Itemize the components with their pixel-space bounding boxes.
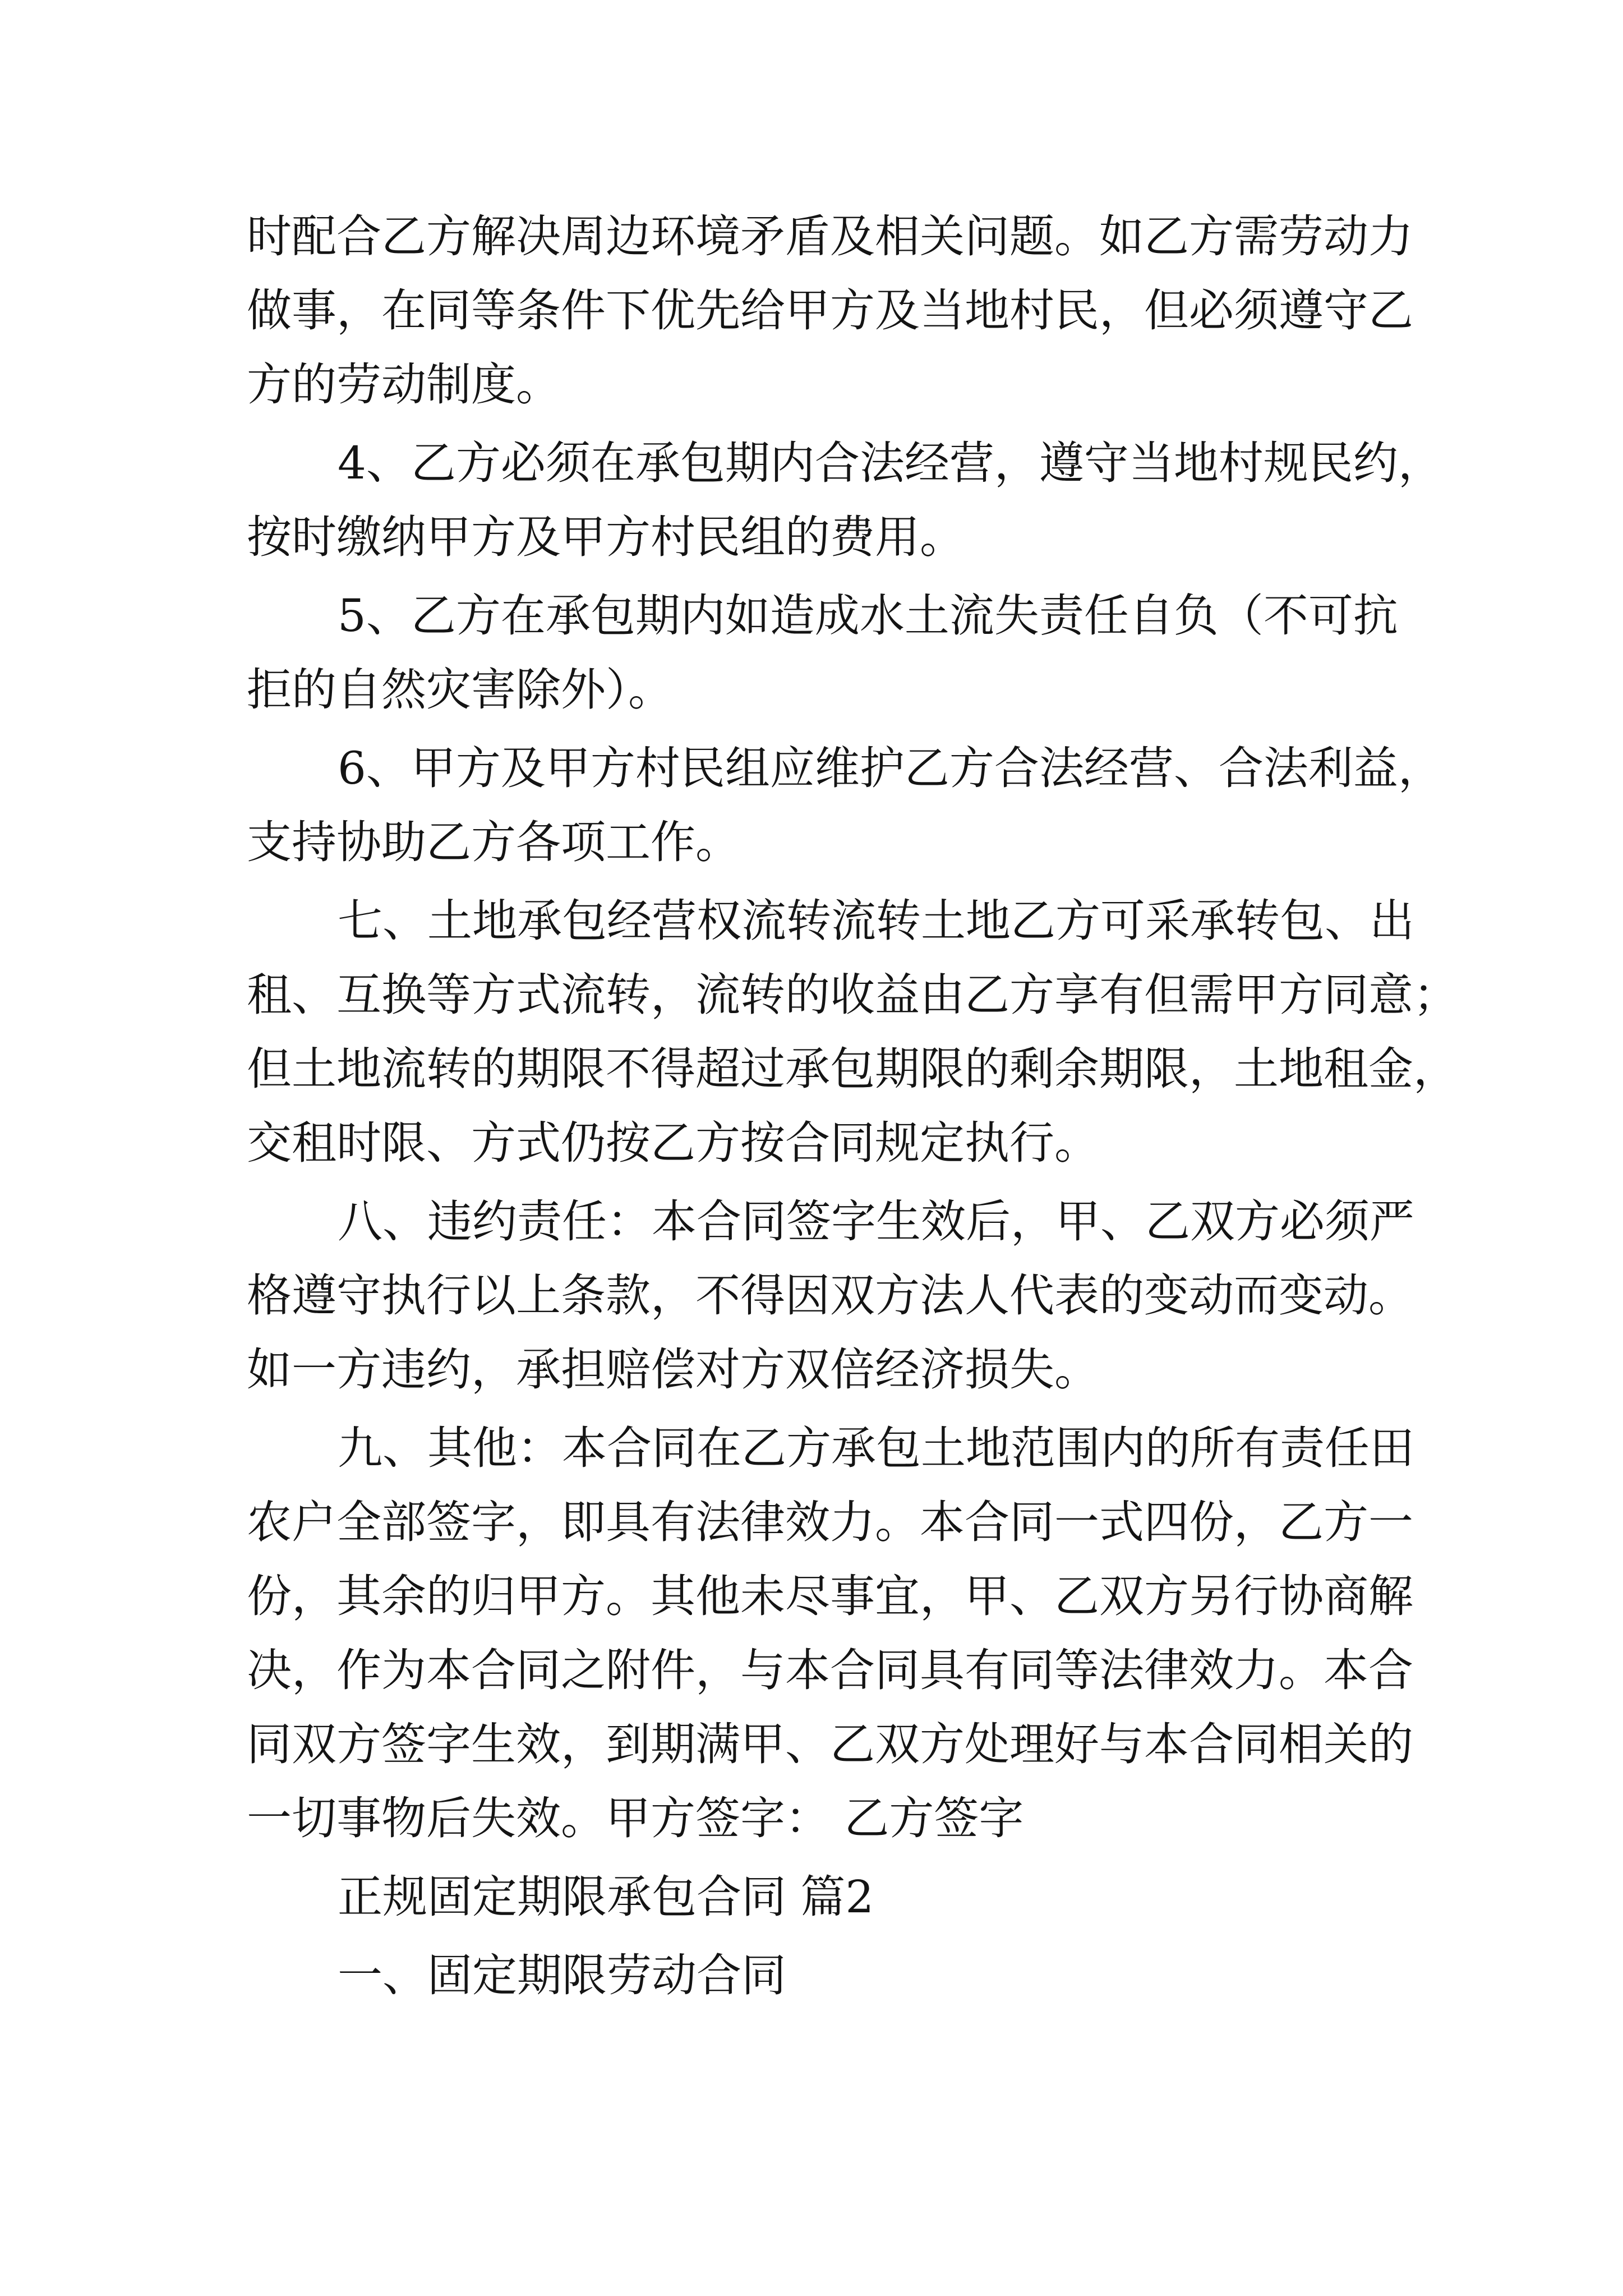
text-line: 拒的自然灾害除外）。 <box>247 664 673 716</box>
text-line: 支持协助乙方各项工作。 <box>247 816 740 868</box>
text-line: 同双方签字生效，到期满甲、乙双方处理好与本合同相关的 <box>247 1718 1413 1770</box>
text-line: 时配合乙方解决周边环境矛盾及相关问题。如乙方需劳动力 <box>247 210 1413 263</box>
text-line: 份，其余的归甲方。其他未尽事宜，甲、乙双方另行协商解 <box>247 1570 1413 1622</box>
text-line: 交租时限、方式仍按乙方按合同规定执行。 <box>247 1117 1099 1169</box>
text-line: 但土地流转的期限不得超过承包期限的剩余期限，土地租金， <box>247 1043 1458 1095</box>
text-line: 九、其他：本合同在乙方承包土地范围内的所有责任田 <box>338 1422 1414 1474</box>
text-line: 如一方违约，承担赔偿对方双倍经济损失。 <box>247 1343 1099 1396</box>
text-line: 一切事物后失效。甲方签字： 乙方签字 <box>247 1792 1024 1844</box>
text-line: 决，作为本合同之附件，与本合同具有同等法律效力。本合 <box>247 1644 1413 1696</box>
text-line: 4、乙方必须在承包期内合法经营，遵守当地村规民约， <box>338 437 1443 489</box>
text-line: 做事，在同等条件下优先给甲方及当地村民，但必须遵守乙 <box>247 284 1413 337</box>
text-line: 八、违约责任：本合同签字生效后，甲、乙双方必须严 <box>338 1195 1414 1248</box>
text-line: 格遵守执行以上条款，不得因双方法人代表的变动而变动。 <box>247 1269 1413 1322</box>
section-heading: 正规固定期限承包合同 篇2 <box>338 1871 874 1923</box>
text-line: 5、乙方在承包期内如造成水土流失责任自负（不可抗 <box>338 590 1398 642</box>
text-line: 按时缴纳甲方及甲方村民组的费用。 <box>247 511 965 563</box>
text-line: 6、甲方及甲方村民组应维护乙方合法经营、合法利益， <box>338 742 1443 794</box>
text-line: 农户全部签字，即具有法律效力。本合同一式四份，乙方一 <box>247 1496 1413 1548</box>
subsection-heading: 一、固定期限劳动合同 <box>338 1949 786 2001</box>
text-line: 七、土地承包经营权流转流转土地乙方可采承转包、出 <box>338 895 1414 947</box>
text-line: 租、互换等方式流转，流转的收益由乙方享有但需甲方同意； <box>247 969 1458 1021</box>
text-line: 方的劳动制度。 <box>247 358 561 411</box>
